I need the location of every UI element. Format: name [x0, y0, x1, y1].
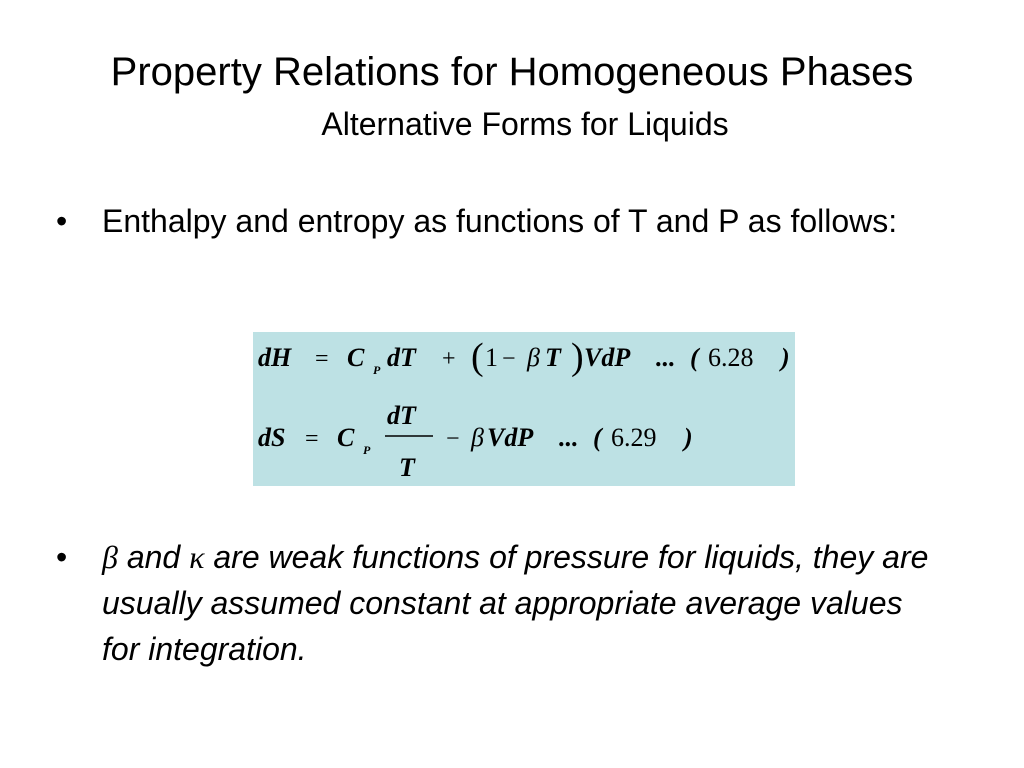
slide-title: Property Relations for Homogeneous Phases [110, 50, 914, 94]
bullet-marker: • [56, 203, 68, 239]
bullet-text [102, 534, 932, 672]
beta-symbol: β [102, 539, 118, 575]
eq2-ds: dS [258, 423, 286, 452]
eq1-vdp: VdP [584, 343, 631, 372]
eq1-beta: β [527, 343, 540, 372]
eq1-minus: − [502, 346, 516, 372]
eq2-numerator: dT [387, 401, 416, 430]
eq1-dt: dT [387, 343, 416, 372]
bullet-marker: • [56, 539, 68, 575]
eq2-ref-number: 6.29 [611, 423, 657, 452]
eq1-one: 1 [485, 343, 498, 372]
eq1-ref-number: 6.28 [708, 343, 754, 372]
equations-svg [253, 332, 795, 486]
eq1-dh: dH [258, 343, 292, 372]
eq1-c: C [347, 343, 365, 372]
eq2-dots: ... [559, 423, 579, 452]
eq2-ref-close: ) [684, 423, 693, 452]
equation-box [253, 332, 795, 486]
eq2-vdp: VdP [487, 423, 534, 452]
eq1-equals: = [315, 346, 329, 372]
equation-6-29 [258, 401, 693, 482]
connector-text: and [117, 539, 190, 575]
eq2-beta: β [471, 423, 484, 452]
eq2-ref-open: ( [593, 423, 602, 452]
eq1-plus: + [442, 346, 456, 372]
eq1-ref-open: ( [690, 343, 699, 372]
eq2-equals: = [305, 426, 319, 452]
eq1-subscript-p: P [373, 363, 381, 377]
eq2-denominator: T [399, 453, 415, 482]
eq2-c: C [337, 423, 355, 452]
kappa-symbol: κ [189, 539, 205, 575]
bullet-text: Enthalpy and entropy as functions of T and P as follows: [102, 203, 898, 239]
bullet-body-text: are weak functions of pressure for liquids, they are usually assumed constant at appropriate average values for integration. [102, 539, 929, 667]
eq2-subscript-p: P [363, 443, 371, 457]
eq1-close-paren: ) [571, 336, 584, 378]
slide-subtitle: Alternative Forms for Liquids [321, 106, 729, 142]
eq1-dots: ... [656, 343, 676, 372]
eq2-minus: − [446, 426, 460, 452]
eq1-open-paren: ( [471, 336, 484, 378]
equation-6-28 [258, 336, 790, 378]
eq1-t: T [545, 343, 561, 372]
eq1-ref-close: ) [781, 343, 790, 372]
